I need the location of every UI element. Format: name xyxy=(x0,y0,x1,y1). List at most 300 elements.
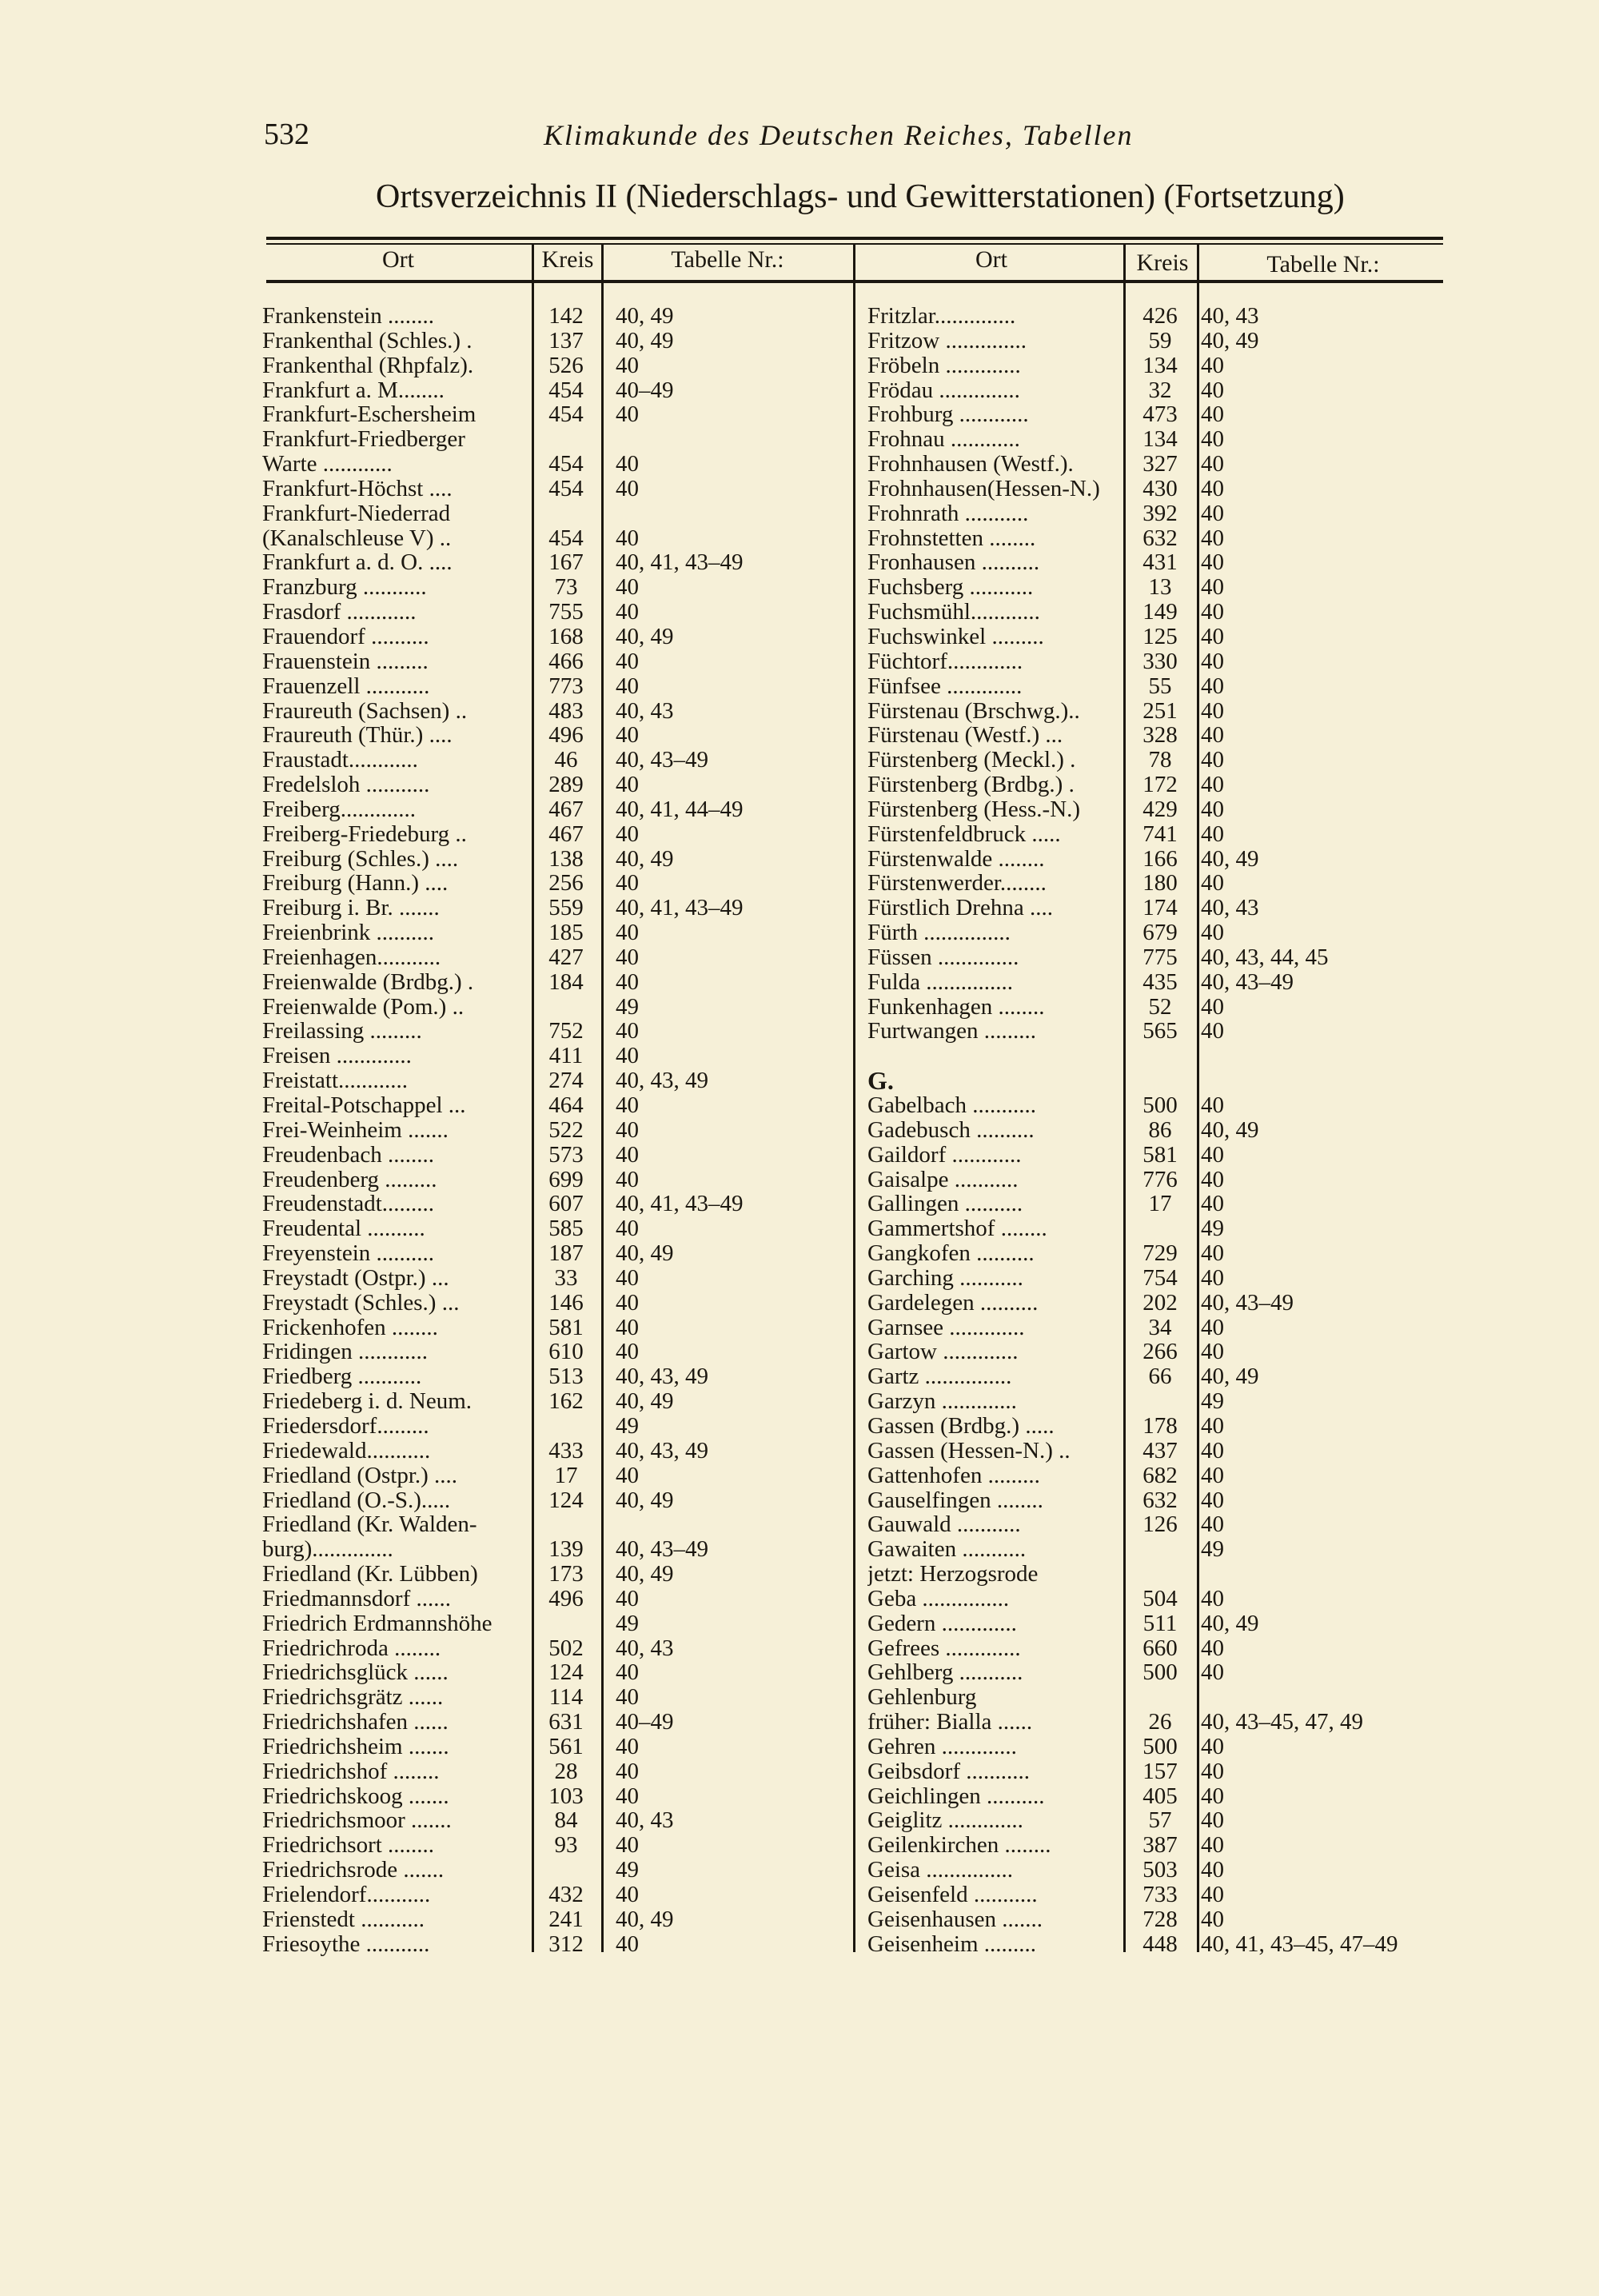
kreis-cell: 741 xyxy=(1142,821,1178,847)
tabelle-cell: 40 xyxy=(616,1733,639,1759)
tabelle-cell: 40 xyxy=(616,1043,639,1069)
kreis-cell: 146 xyxy=(548,1289,584,1316)
ort-cell: Freiburg (Hann.) .... xyxy=(262,871,449,896)
kreis-cell: 138 xyxy=(548,845,584,872)
table-row xyxy=(867,1291,1443,1316)
tabelle-cell: 40 xyxy=(616,1585,639,1611)
ort-cell: Freiberg-Friedeburg .. xyxy=(262,821,467,847)
tabelle-cell: 40, 49 xyxy=(1201,327,1259,353)
ort-cell: Friedrichskoog ....... xyxy=(262,1783,449,1809)
ort-cell: Friesoythe ........... xyxy=(262,1931,430,1957)
ort-cell: Gedern ............. xyxy=(867,1611,1017,1636)
ort-cell: Fuchsmühl............ xyxy=(867,600,1040,625)
kreis-cell: 330 xyxy=(1142,648,1178,674)
kreis-cell: 180 xyxy=(1142,870,1178,896)
tabelle-cell: 40 xyxy=(1201,475,1224,501)
kreis-cell: 504 xyxy=(1142,1585,1178,1611)
ort-cell: Fürstenberg (Meckl.) . xyxy=(867,748,1076,773)
tabelle-cell: 40 xyxy=(1201,1166,1224,1192)
ort-cell: Friedberg ........... xyxy=(262,1364,422,1390)
tabelle-cell: 40 xyxy=(1201,500,1224,526)
table-row xyxy=(867,1093,1443,1118)
kreis-cell: 124 xyxy=(548,1659,584,1686)
table-row xyxy=(262,1808,854,1833)
ort-cell: Friedrichsglück ...... xyxy=(262,1660,449,1686)
ort-cell: Fürstenfeldbruck ..... xyxy=(867,821,1061,847)
table-row xyxy=(867,1808,1443,1833)
kreis-cell: 142 xyxy=(548,303,584,329)
kreis-cell: 454 xyxy=(548,525,584,551)
kreis-cell: 202 xyxy=(1142,1289,1178,1316)
ort-cell: Gaisalpe ........... xyxy=(867,1167,1019,1192)
kreis-cell: 631 xyxy=(548,1709,584,1735)
table-row xyxy=(262,427,854,452)
tabelle-cell: 40 xyxy=(1201,623,1224,649)
table-row xyxy=(867,1463,1443,1488)
tabelle-cell: 40, 49 xyxy=(616,1906,674,1932)
tabelle-cell: 40 xyxy=(616,1931,639,1957)
ort-cell: Friedrichshof ........ xyxy=(262,1759,440,1784)
kreis-cell: 185 xyxy=(548,920,584,946)
tabelle-cell: 40 xyxy=(1201,1758,1224,1784)
ort-cell: Gehren ............. xyxy=(867,1734,1017,1759)
table-row xyxy=(262,674,854,699)
kreis-cell: 502 xyxy=(548,1635,584,1661)
table-row xyxy=(867,1389,1443,1414)
kreis-cell: 632 xyxy=(1142,525,1178,551)
tabelle-cell: 40, 49 xyxy=(616,845,674,872)
kreis-cell: 500 xyxy=(1142,1092,1178,1118)
kreis-cell: 124 xyxy=(548,1487,584,1513)
tabelle-cell: 40–49 xyxy=(616,1709,674,1735)
ort-cell: Fredelsloh ........... xyxy=(262,773,430,797)
table-row xyxy=(867,1340,1443,1364)
tabelle-cell: 49 xyxy=(1201,1216,1224,1242)
kreis-cell: 559 xyxy=(548,895,584,921)
table-row xyxy=(262,1068,854,1093)
tabelle-cell: 40 xyxy=(1201,1733,1224,1759)
ort-cell: Freisen ............. xyxy=(262,1044,412,1069)
tabelle-cell: 40 xyxy=(1201,1339,1224,1365)
table-row xyxy=(867,1512,1443,1537)
kreis-cell: 632 xyxy=(1142,1487,1178,1513)
kreis-cell: 32 xyxy=(1148,377,1172,403)
ort-cell: Fürstenwalde ........ xyxy=(867,846,1045,872)
table-row xyxy=(262,1611,854,1636)
ort-cell: Freiburg i. Br. ....... xyxy=(262,896,440,921)
table-row xyxy=(262,1907,854,1932)
table-row xyxy=(867,699,1443,724)
table-row xyxy=(867,1710,1443,1735)
table-row xyxy=(867,427,1443,452)
ort-cell: Freienwalde (Pom.) .. xyxy=(262,994,465,1020)
ort-cell: jetzt: Herzogsrode xyxy=(867,1562,1039,1587)
tabelle-cell: 49 xyxy=(616,1857,639,1883)
kreis-cell: 454 xyxy=(548,377,584,403)
ort-cell: Gehlberg ........... xyxy=(867,1660,1023,1686)
table-row xyxy=(867,1759,1443,1784)
tabelle-cell: 40 xyxy=(616,574,639,601)
kreis-cell: 454 xyxy=(548,451,584,477)
ort-cell: Freiburg (Schles.) .... xyxy=(262,846,459,872)
table-row xyxy=(867,452,1443,477)
kreis-cell: 173 xyxy=(548,1561,584,1587)
ort-cell: Füchtorf............. xyxy=(867,649,1023,674)
ort-cell: Freudental .......... xyxy=(262,1216,425,1242)
ort-cell: Friedmannsdorf ...... xyxy=(262,1586,451,1611)
table-row xyxy=(867,1143,1443,1168)
tabelle-cell: 40, 49 xyxy=(1201,1364,1259,1390)
table-row xyxy=(867,847,1443,872)
tabelle-cell: 40, 49 xyxy=(1201,1116,1259,1143)
ort-cell: Frasdorf ............ xyxy=(262,600,417,625)
ort-cell: Geisenhausen ....... xyxy=(867,1907,1043,1932)
kreis-cell: 184 xyxy=(548,968,584,995)
tabelle-cell: 40 xyxy=(616,1882,639,1907)
ort-cell: Frienstedt ........... xyxy=(262,1907,425,1932)
tabelle-cell: 40 xyxy=(616,1141,639,1168)
ort-cell: Friedland (Kr. Lübben) xyxy=(262,1562,478,1587)
ort-cell: Gawaiten ........... xyxy=(867,1537,1027,1563)
table-row xyxy=(867,477,1443,501)
table-row xyxy=(867,600,1443,625)
left-column xyxy=(262,304,854,1957)
ort-cell: Fröbeln ............. xyxy=(867,353,1021,378)
table-row xyxy=(262,550,854,575)
kreis-cell: 312 xyxy=(548,1931,584,1957)
kreis-cell: 59 xyxy=(1148,327,1172,353)
ort-cell: Garnsee ............. xyxy=(867,1315,1025,1340)
tabelle-cell: 40 xyxy=(616,1783,639,1809)
table-row xyxy=(867,920,1443,945)
right-kreis-header: Kreis xyxy=(1136,250,1189,276)
tabelle-cell: 40 xyxy=(1201,599,1224,625)
table-row xyxy=(867,1735,1443,1759)
tabelle-cell: 40 xyxy=(616,673,639,699)
ort-cell: Friedland (Ostpr.) .... xyxy=(262,1463,458,1488)
kreis-cell: 289 xyxy=(548,772,584,798)
table-row xyxy=(262,378,854,403)
kreis-cell: 405 xyxy=(1142,1783,1178,1809)
kreis-cell: 26 xyxy=(1148,1709,1172,1735)
tabelle-cell: 40 xyxy=(1201,920,1224,946)
table-row xyxy=(262,1316,854,1340)
kreis-cell: 17 xyxy=(554,1462,578,1488)
table-row xyxy=(262,402,854,427)
ort-cell: Geisenfeld ........... xyxy=(867,1883,1038,1907)
kreis-cell: 565 xyxy=(1142,1018,1178,1044)
tabelle-cell: 40 xyxy=(1201,401,1224,428)
kreis-cell: 251 xyxy=(1142,697,1178,724)
kreis-cell: 699 xyxy=(548,1166,584,1192)
kreis-cell: 137 xyxy=(548,327,584,353)
ort-cell: Frohnau ............ xyxy=(867,427,1020,453)
ort-cell: Frohnrath ........... xyxy=(867,501,1029,526)
ort-cell: Gadebusch .......... xyxy=(867,1117,1035,1143)
ort-cell: Garzyn ............. xyxy=(867,1389,1017,1414)
table-row xyxy=(262,1660,854,1685)
ort-cell: Freystadt (Ostpr.) ... xyxy=(262,1265,449,1291)
kreis-cell: 435 xyxy=(1142,968,1178,995)
table-row xyxy=(262,600,854,625)
kreis-cell: 573 xyxy=(548,1141,584,1168)
table-row xyxy=(262,1512,854,1537)
ort-cell: Friedersdorf......... xyxy=(262,1413,429,1439)
kreis-cell: 454 xyxy=(548,401,584,428)
tabelle-cell: 40, 43, 49 xyxy=(616,1068,708,1094)
ort-cell: Fritzow .............. xyxy=(867,328,1027,353)
ort-cell: Freienhagen........... xyxy=(262,944,441,970)
kreis-cell: 433 xyxy=(548,1437,584,1463)
ort-cell: Frankenthal (Rhpfalz). xyxy=(262,353,474,378)
table-row xyxy=(262,847,854,872)
ort-cell: Frauendorf .......... xyxy=(262,624,429,649)
kreis-cell: 464 xyxy=(548,1092,584,1118)
ort-cell: Frödau .............. xyxy=(867,377,1020,403)
tabelle-cell: 40 xyxy=(1201,1585,1224,1611)
kreis-cell: 775 xyxy=(1142,944,1178,970)
running-title: Klimakunde des Deutschen Reiches, Tabellen xyxy=(544,119,1134,151)
tabelle-cell: 40 xyxy=(1201,1437,1224,1463)
kreis-cell: 134 xyxy=(1142,352,1178,378)
tabelle-cell: 40 xyxy=(1201,1511,1224,1538)
table-row xyxy=(867,970,1443,995)
table-row xyxy=(262,1414,854,1439)
table-row xyxy=(262,1241,854,1266)
tabelle-cell: 40, 43 xyxy=(1201,303,1259,329)
tabelle-cell: 40 xyxy=(1201,426,1224,453)
kreis-cell: 266 xyxy=(1142,1339,1178,1365)
table-row xyxy=(867,1266,1443,1291)
kreis-cell: 522 xyxy=(548,1116,584,1143)
kreis-cell: 511 xyxy=(1142,1610,1178,1636)
ort-cell: Geisa ............... xyxy=(867,1858,1014,1883)
kreis-cell: 392 xyxy=(1142,500,1178,526)
table-row xyxy=(262,1266,854,1291)
ort-cell: Freilassing ......... xyxy=(262,1019,422,1044)
table-row xyxy=(867,1587,1443,1611)
table-row xyxy=(262,1883,854,1907)
tabelle-cell: 49 xyxy=(1201,1536,1224,1563)
kreis-cell: 57 xyxy=(1148,1807,1172,1834)
tabelle-cell: 40 xyxy=(1201,377,1224,403)
tabelle-cell: 40 xyxy=(1201,772,1224,798)
kreis-cell: 55 xyxy=(1148,673,1172,699)
table-row xyxy=(262,1364,854,1389)
kreis-cell: 328 xyxy=(1142,722,1178,749)
kreis-cell: 503 xyxy=(1142,1857,1178,1883)
kreis-cell: 466 xyxy=(548,648,584,674)
kreis-cell: 473 xyxy=(1142,401,1178,428)
kreis-cell: 431 xyxy=(1142,549,1178,576)
tabelle-cell: 40 xyxy=(1201,1092,1224,1118)
tabelle-cell: 40 xyxy=(1201,722,1224,749)
table-row xyxy=(262,1093,854,1118)
tabelle-cell: 40, 43–49 xyxy=(1201,968,1294,995)
table-row xyxy=(262,871,854,896)
table-row xyxy=(262,625,854,649)
tabelle-cell: 40, 43 xyxy=(616,1635,674,1661)
tabelle-cell: 40 xyxy=(616,475,639,501)
tabelle-cell: 40 xyxy=(1201,525,1224,551)
kreis-cell: 126 xyxy=(1142,1511,1178,1538)
ort-cell: Friedrichsmoor ....... xyxy=(262,1808,452,1834)
kreis-cell: 274 xyxy=(548,1068,584,1094)
table-row xyxy=(262,1216,854,1241)
ort-cell: Fraureuth (Thür.) .... xyxy=(262,723,453,749)
table-row xyxy=(867,526,1443,551)
tabelle-cell: 40 xyxy=(616,1092,639,1118)
kreis-cell: 776 xyxy=(1142,1166,1178,1192)
tabelle-cell: 49 xyxy=(616,1412,639,1439)
ort-cell: Fürstlich Drehna .... xyxy=(867,896,1053,921)
tabelle-cell: 40, 43, 49 xyxy=(616,1364,708,1390)
kreis-cell: 682 xyxy=(1142,1462,1178,1488)
table-row xyxy=(867,995,1443,1020)
ort-cell: Frickenhofen ........ xyxy=(262,1315,438,1340)
tabelle-cell: 49 xyxy=(1201,1388,1224,1415)
table-row xyxy=(867,896,1443,920)
table-row xyxy=(867,723,1443,748)
table-row xyxy=(867,1858,1443,1883)
kreis-cell: 607 xyxy=(548,1191,584,1217)
tabelle-cell: 40 xyxy=(616,920,639,946)
table-row xyxy=(867,575,1443,600)
kreis-cell: 773 xyxy=(548,673,584,699)
table-row xyxy=(867,1784,1443,1809)
ort-cell: Freystadt (Schles.) ... xyxy=(262,1290,460,1316)
tabelle-cell: 40 xyxy=(1201,352,1224,378)
kreis-cell: 448 xyxy=(1142,1931,1178,1957)
table-row xyxy=(262,1735,854,1759)
kreis-cell: 454 xyxy=(548,475,584,501)
table-row xyxy=(262,920,854,945)
table-row xyxy=(262,1019,854,1044)
ort-cell: Freudenberg ......... xyxy=(262,1167,437,1192)
table-row xyxy=(867,501,1443,526)
table-row xyxy=(262,970,854,995)
table-row xyxy=(867,871,1443,896)
tabelle-cell: 40 xyxy=(616,968,639,995)
table-row xyxy=(262,995,854,1020)
ort-cell: Frauenzell ........... xyxy=(262,673,430,699)
table-row xyxy=(867,402,1443,427)
kreis-cell: 513 xyxy=(548,1364,584,1390)
top-rule-thick xyxy=(266,237,1443,240)
kreis-cell: 166 xyxy=(1142,845,1178,872)
ort-cell: Fürstenwerder........ xyxy=(867,871,1047,896)
kreis-cell: 66 xyxy=(1148,1364,1172,1390)
tabelle-cell: 40–49 xyxy=(616,377,674,403)
ort-cell: Garching ........... xyxy=(867,1265,1023,1291)
table-row xyxy=(867,304,1443,329)
tabelle-cell: 40 xyxy=(616,1314,639,1340)
tabelle-cell: 40 xyxy=(1201,1487,1224,1513)
tabelle-cell: 40 xyxy=(1201,648,1224,674)
table-row xyxy=(262,822,854,847)
ort-cell: Frei-Weinheim ....... xyxy=(262,1117,449,1143)
kreis-cell: 28 xyxy=(554,1758,578,1784)
tabelle-cell: 40 xyxy=(1201,1018,1224,1044)
ort-cell: Friedrichsort ........ xyxy=(262,1833,435,1859)
table-row xyxy=(262,748,854,773)
ort-cell: Fraureuth (Sachsen) .. xyxy=(262,698,468,724)
table-row xyxy=(262,1685,854,1710)
kreis-cell: 581 xyxy=(1142,1141,1178,1168)
kreis-cell: 581 xyxy=(548,1314,584,1340)
kreis-cell: 660 xyxy=(1142,1635,1178,1661)
table-row xyxy=(867,1907,1443,1932)
table-row xyxy=(867,797,1443,822)
kreis-cell: 241 xyxy=(548,1906,584,1932)
ort-cell: Geichlingen .......... xyxy=(867,1783,1045,1809)
ort-cell: Friedrichroda ........ xyxy=(262,1635,441,1661)
table-row xyxy=(262,649,854,674)
tabelle-cell: 40, 49 xyxy=(616,1388,674,1415)
tabelle-cell: 40, 41, 43–49 xyxy=(616,1191,744,1217)
table-row xyxy=(262,501,854,526)
kreis-cell: 78 xyxy=(1148,747,1172,773)
section-letter: G. xyxy=(867,1068,894,1093)
kreis-cell: 34 xyxy=(1148,1314,1172,1340)
table-row xyxy=(262,329,854,353)
kreis-cell: 500 xyxy=(1142,1733,1178,1759)
table-row xyxy=(262,1192,854,1216)
table-row xyxy=(262,1044,854,1068)
ort-cell: Fürstenau (Brschwg.).. xyxy=(867,698,1080,724)
tabelle-cell: 40, 43–49 xyxy=(616,1536,708,1563)
table-row xyxy=(262,1784,854,1809)
ort-cell: Friedland (O.-S.)..... xyxy=(262,1487,451,1513)
ort-cell: Frankenstein ........ xyxy=(262,304,435,329)
tabelle-cell: 40 xyxy=(1201,1191,1224,1217)
left-kreis-header: Kreis xyxy=(541,246,594,273)
kreis-cell: 327 xyxy=(1142,451,1178,477)
tabelle-cell: 40 xyxy=(616,1659,639,1686)
tabelle-cell: 40 xyxy=(616,944,639,970)
table-row xyxy=(867,674,1443,699)
table-row xyxy=(262,1291,854,1316)
tabelle-cell: 40, 41, 43–45, 47–49 xyxy=(1201,1931,1398,1957)
table-row xyxy=(867,649,1443,674)
ort-cell: Fürstenberg (Hess.-N.) xyxy=(867,797,1081,822)
ort-cell: Gabelbach ........... xyxy=(867,1093,1036,1118)
ort-cell: Freienwalde (Brdbg.) . xyxy=(262,969,474,995)
ort-cell: Friedrichsgrätz ...... xyxy=(262,1685,444,1711)
tabelle-cell: 40 xyxy=(616,1116,639,1143)
tabelle-cell: 40 xyxy=(1201,796,1224,822)
kreis-cell: 134 xyxy=(1142,426,1178,453)
kreis-cell: 157 xyxy=(1142,1758,1178,1784)
kreis-cell: 162 xyxy=(548,1388,584,1415)
ort-cell: Frohnstetten ........ xyxy=(867,525,1036,551)
ort-cell: burg).............. xyxy=(262,1537,393,1563)
tabelle-cell: 40 xyxy=(616,1166,639,1192)
table-row xyxy=(867,1216,1443,1241)
ort-cell: Furtwangen ......... xyxy=(867,1019,1037,1044)
tabelle-cell: 40 xyxy=(616,1018,639,1044)
tabelle-cell: 40, 49 xyxy=(616,303,674,329)
table-row xyxy=(262,575,854,600)
ort-cell: (Kanalschleuse V) .. xyxy=(262,525,452,551)
ort-cell: Gauwald ........... xyxy=(867,1512,1021,1538)
ort-cell: Gartz ............... xyxy=(867,1364,1012,1390)
ort-cell: Geibsdorf ........... xyxy=(867,1759,1030,1784)
tabelle-cell: 40, 43 xyxy=(1201,895,1259,921)
table-row xyxy=(262,452,854,477)
ort-cell: Gaildorf ............ xyxy=(867,1142,1022,1168)
table-row xyxy=(262,1833,854,1858)
